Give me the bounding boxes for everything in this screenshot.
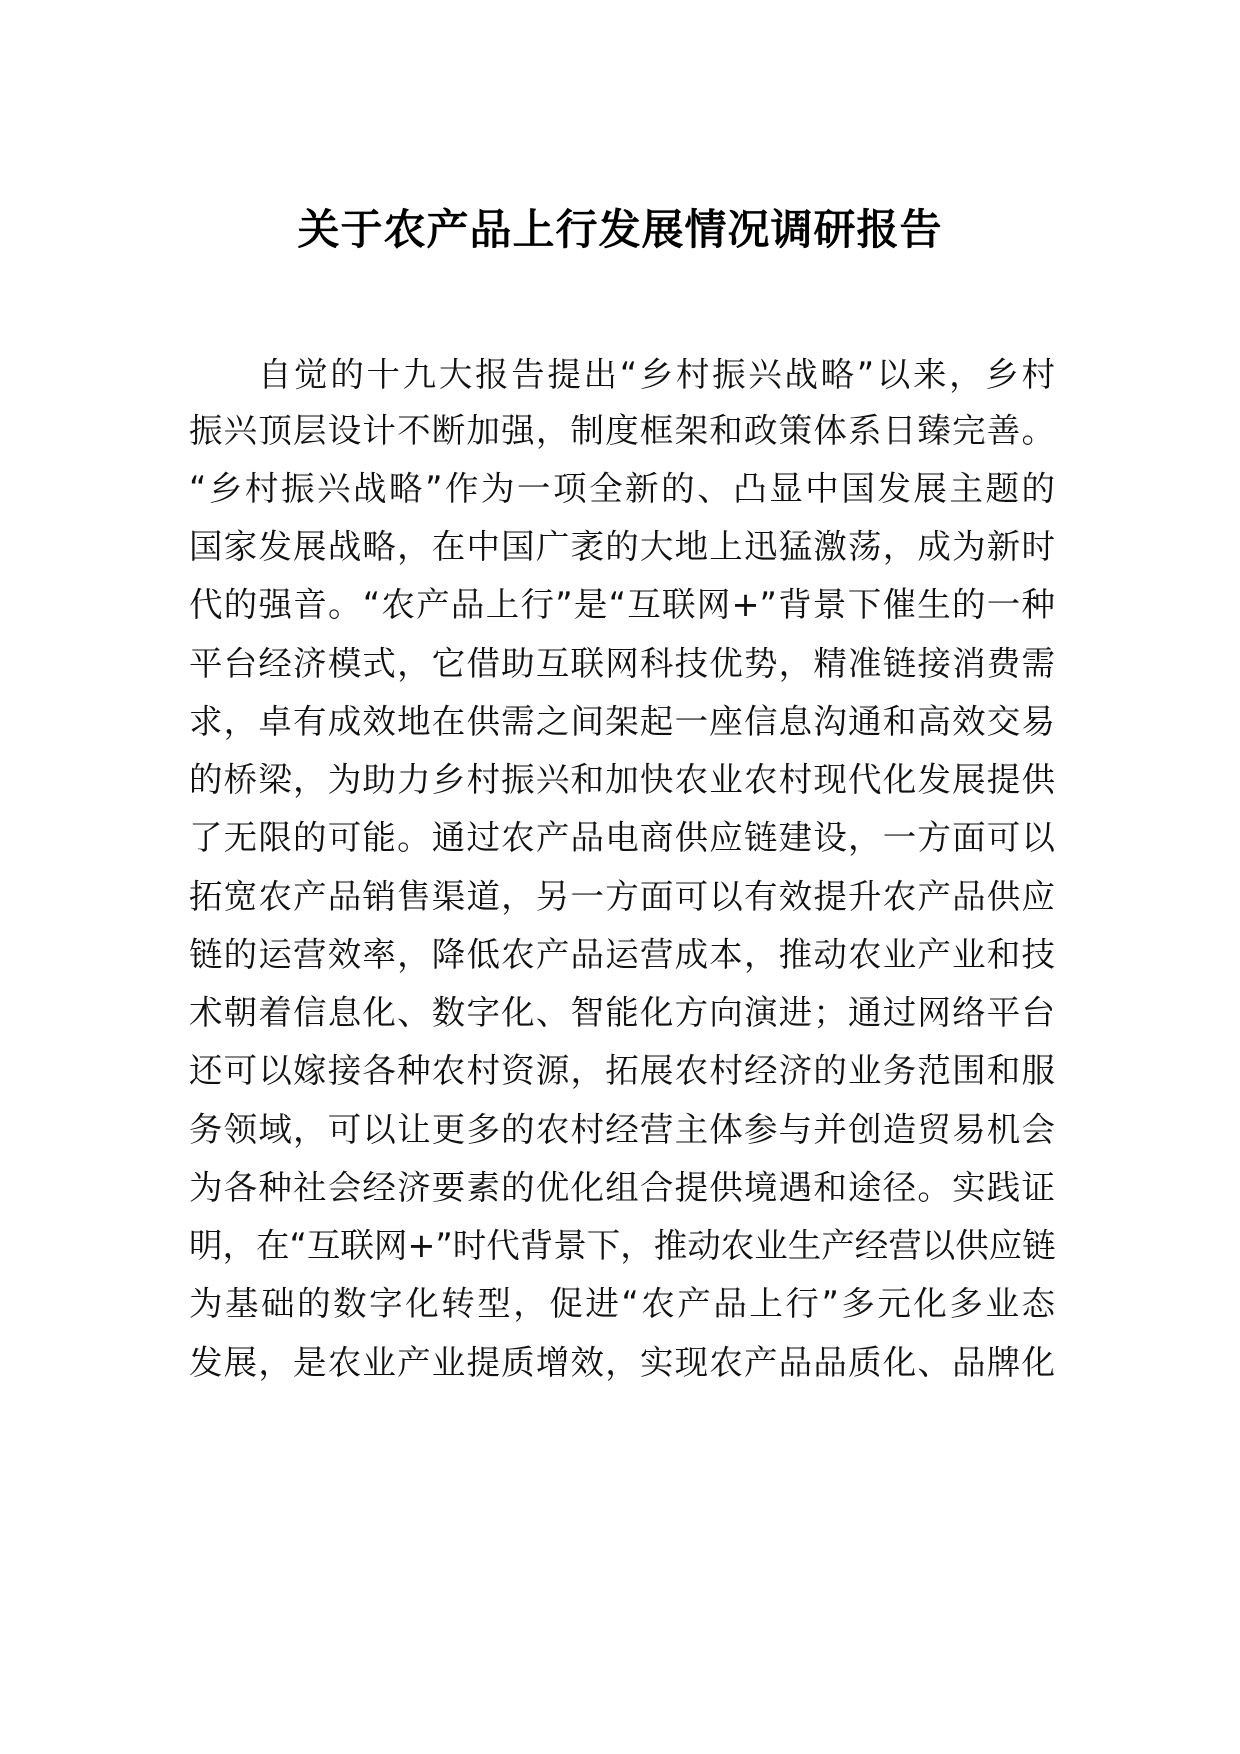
paragraph-line: 务领域，可以让更多的农村经营主体参与并创造贸易机会	[189, 1110, 1055, 1149]
paragraph-line: 发展，是农业产业提质增效，实现农产品品质化、品牌化	[189, 1343, 1055, 1382]
paragraph-line: 还可以嫁接各种农村资源，拓展农村经济的业务范围和服	[189, 1051, 1055, 1090]
paragraph-line: 术朝着信息化、数字化、智能化方向演进；通过网络平台	[189, 993, 1055, 1032]
paragraph-line: 代的强音。“农产品上行”是“互联网+”背景下催生的一种	[189, 585, 1055, 624]
document-title: 关于农产品上行发展情况调研报告	[297, 205, 943, 254]
paragraph-line: 为基础的数字化转型，促进“农产品上行”多元化多业态	[189, 1284, 1055, 1323]
paragraph-line: 的桥梁，为助力乡村振兴和加快农业农村现代化发展提供	[189, 760, 1055, 799]
paragraph-line: 链的运营效率，降低农产品运营成本，推动农业产业和技	[189, 935, 1055, 974]
paragraph-line: 求，卓有成效地在供需之间架起一座信息沟通和高效交易	[189, 702, 1055, 741]
paragraph-line: 了无限的可能。通过农产品电商供应链建设，一方面可以	[189, 818, 1055, 857]
paragraph-line: 明，在“互联网+”时代背景下，推动农业生产经营以供应链	[189, 1226, 1056, 1265]
paragraph-line: 振兴顶层设计不断加强，制度框架和政策体系日臻完善。	[189, 411, 1055, 450]
paragraph-line: 拓宽农产品销售渠道，另一方面可以有效提升农产品供应	[189, 877, 1055, 916]
paragraph-line: 平台经济模式，它借助互联网科技优势，精准链接消费需	[189, 644, 1055, 683]
paragraph-line: 自觉的十九大报告提出“乡村振兴战略”以来，乡村	[258, 355, 1055, 394]
paragraph-line: 国家发展战略，在中国广袤的大地上迅猛激荡，成为新时	[189, 527, 1055, 566]
paragraph-line: “乡村振兴战略”作为一项全新的、凸显中国发展主题的	[189, 469, 1055, 508]
paragraph-line: 为各种社会经济要素的优化组合提供境遇和途径。实践证	[189, 1168, 1055, 1207]
